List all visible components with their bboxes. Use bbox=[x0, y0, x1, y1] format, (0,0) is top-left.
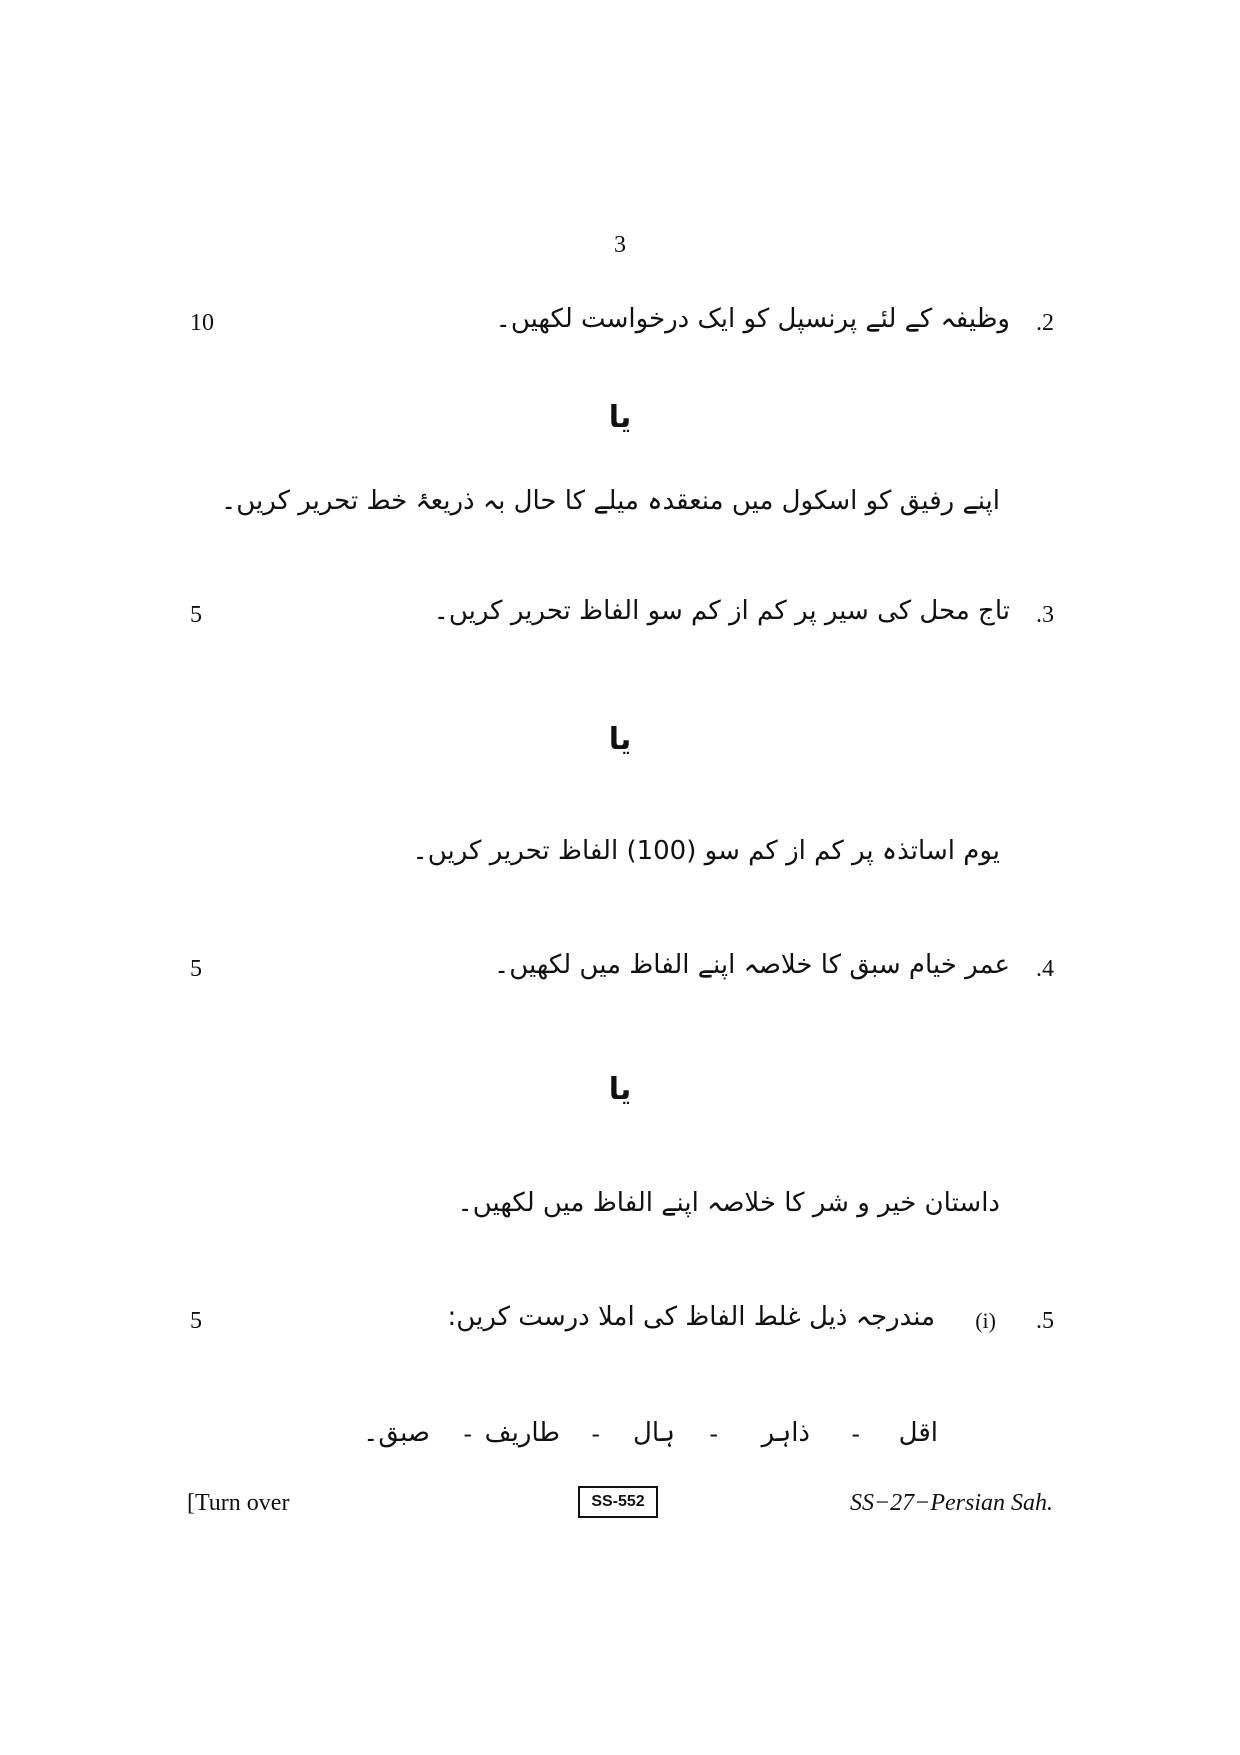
question-3-or-label: یا bbox=[608, 722, 632, 757]
word-separator: - bbox=[591, 1420, 600, 1448]
misspelled-word: اقل bbox=[898, 1418, 938, 1448]
misspelled-word: طاریف bbox=[484, 1418, 560, 1448]
paper-code-box: SS-552 bbox=[578, 1486, 658, 1518]
question-5-text: مندرجہ ذیل غلط الفاظ کی املا درست کریں: bbox=[447, 1302, 935, 1332]
misspelled-word: صبق۔ bbox=[363, 1418, 430, 1448]
question-5-marks: 5 bbox=[190, 1308, 202, 1334]
question-5-number: .5 bbox=[1036, 1308, 1054, 1334]
question-4-marks: 5 bbox=[190, 956, 202, 982]
word-separator: - bbox=[709, 1420, 718, 1448]
turn-over-label: [Turn over bbox=[187, 1490, 290, 1516]
word-separator: - bbox=[851, 1420, 860, 1448]
question-3-marks: 5 bbox=[190, 602, 202, 628]
question-3-number: .3 bbox=[1036, 602, 1054, 628]
question-4-text: عمر خیام سبق کا خلاصہ اپنے الفاظ میں لکھیں۔ bbox=[494, 950, 1010, 980]
question-5-sub-number: (i) bbox=[975, 1308, 996, 1333]
question-2-number: .2 bbox=[1036, 310, 1054, 336]
question-3-alt-text: یوم اساتذہ پر کم از کم سو (100) الفاظ تحریر کریں۔ bbox=[412, 836, 1000, 866]
paper-code: SS−27−Persian Sah. bbox=[849, 1490, 1053, 1516]
word-separator: - bbox=[463, 1420, 472, 1448]
misspelled-words-row bbox=[350, 1418, 950, 1462]
misspelled-word: ہال bbox=[632, 1418, 675, 1448]
question-2-alt-text: اپنے رفیق کو اسکول میں منعقدہ میلے کا حال بہ ذریعۂ خط تحریر کریں۔ bbox=[220, 486, 1000, 516]
misspelled-word: ذاہر bbox=[761, 1418, 810, 1448]
question-2-text: وظیفہ کے لئے پرنسپل کو ایک درخواست لکھیں۔ bbox=[495, 304, 1010, 334]
page-number: 3 bbox=[614, 232, 626, 258]
question-2-or-label: یا bbox=[608, 400, 632, 435]
question-4-alt-text: داستان خیر و شر کا خلاصہ اپنے الفاظ میں لکھیں۔ bbox=[457, 1188, 1000, 1218]
question-4-number: .4 bbox=[1036, 956, 1054, 982]
question-3-text: تاج محل کی سیر پر کم از کم سو الفاظ تحریر کریں۔ bbox=[433, 596, 1010, 626]
question-4-or-label: یا bbox=[608, 1072, 632, 1107]
question-2-marks: 10 bbox=[190, 310, 214, 336]
